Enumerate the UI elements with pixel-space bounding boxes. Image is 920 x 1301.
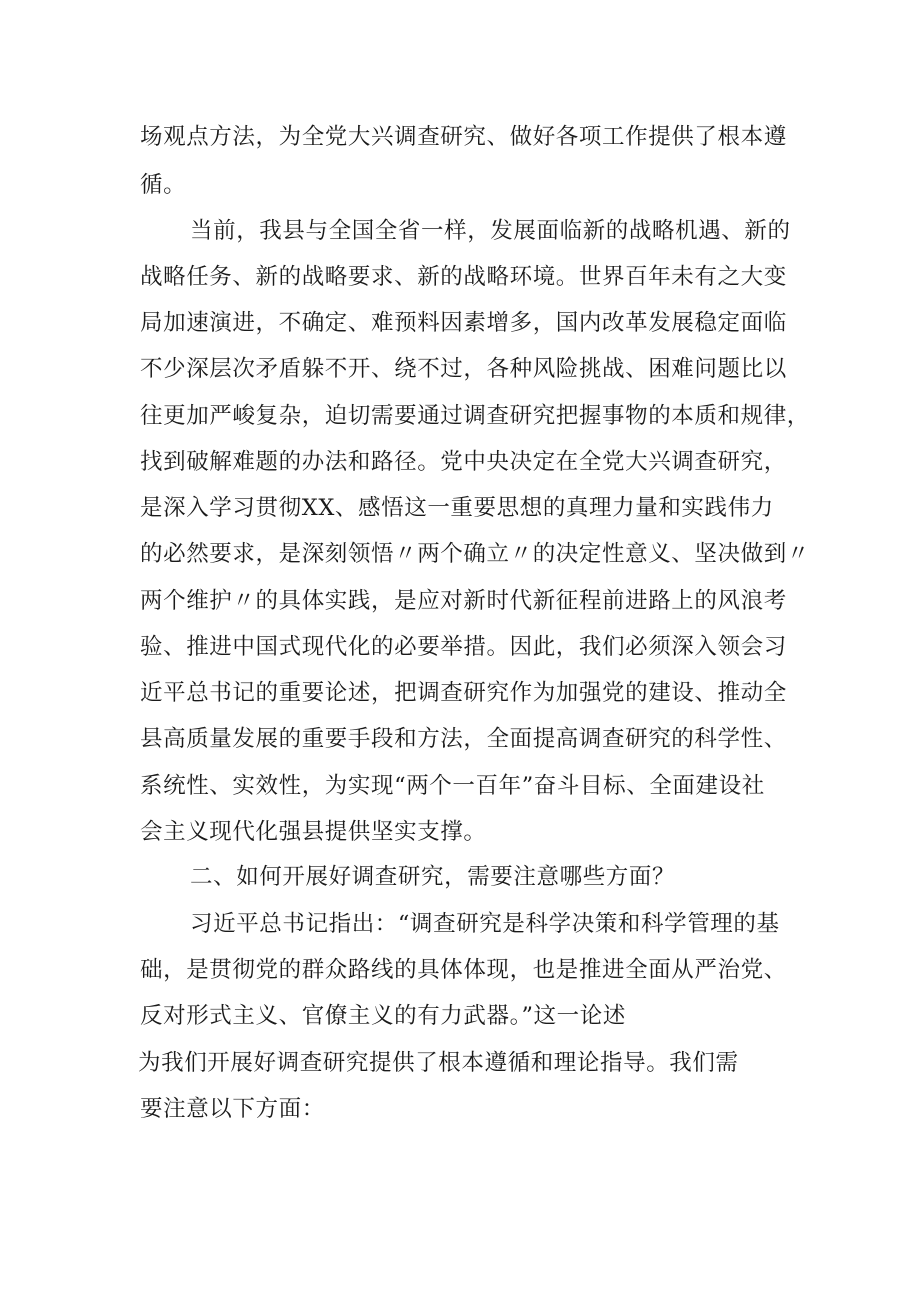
text-line: 县高质量发展的重要手段和方法，全面提高调查研究的科学性、 [140, 726, 787, 752]
text-line: 系统性、实效性，为实现“两个一百年”奋斗目标、全面建设社 [140, 773, 765, 799]
text-line: 局加速演进，不确定、难预料因素增多，国内改革发展稳定面临 [140, 310, 787, 336]
text-line: 近平总书记的重要论述，把调查研究作为加强党的建设、推动全 [140, 680, 787, 706]
text-line: 场观点方法，为全党大兴调查研究、做好各项工作提供了根本遵 [140, 124, 787, 150]
text-line: 不少深层次矛盾躲不开、绕不过，各种风险挑战、困难问题比以 [140, 356, 787, 382]
text-line: 是深入学习贯彻XX、感悟这一重要思想的真理力量和实践伟力 [140, 495, 774, 521]
text-line: 验、推进中国式现代化的必要举措。因此，我们必须深入领会习 [140, 634, 787, 660]
paragraph-start-line: 习近平总书记指出：“调查研究是科学决策和科学管理的基 [190, 911, 780, 937]
text-line: 会主义现代化强县提供坚实支撑。 [140, 819, 487, 845]
text-line: 战略任务、新的战略要求、新的战略环境。世界百年未有之大变 [140, 264, 787, 290]
text-line: 往更加严峻复杂，迫切需要通过调查研究把握事物的本质和规律， [140, 403, 810, 429]
section-heading: 二、如何开展好调查研究，需要注意哪些方面？ [190, 864, 676, 890]
text-line: 循。 [140, 172, 187, 198]
text-line: 要注意以下方面： [140, 1096, 325, 1122]
text-line: 反对形式主义、官僚主义的有力武器。”这一论述 [140, 1003, 626, 1029]
paragraph-start-line: 当前，我县与全国全省一样，发展面临新的战略机遇、新的 [190, 218, 791, 244]
text-line: 两个维护〃的具体实践，是应对新时代新征程前进路上的风浪考 [140, 588, 787, 614]
text-line: 找到破解难题的办法和路径。党中央决定在全党大兴调查研究， [140, 449, 787, 475]
text-line: 础，是贯彻党的群众路线的具体体现，也是推进全面从严治党、 [140, 957, 787, 983]
text-line: 的必然要求，是深刻领悟〃两个确立〃的决定性意义、坚决做到〃 [140, 541, 810, 567]
text-line: 为我们开展好调查研究提供了根本遵循和理论指导。我们需 [138, 1050, 739, 1076]
